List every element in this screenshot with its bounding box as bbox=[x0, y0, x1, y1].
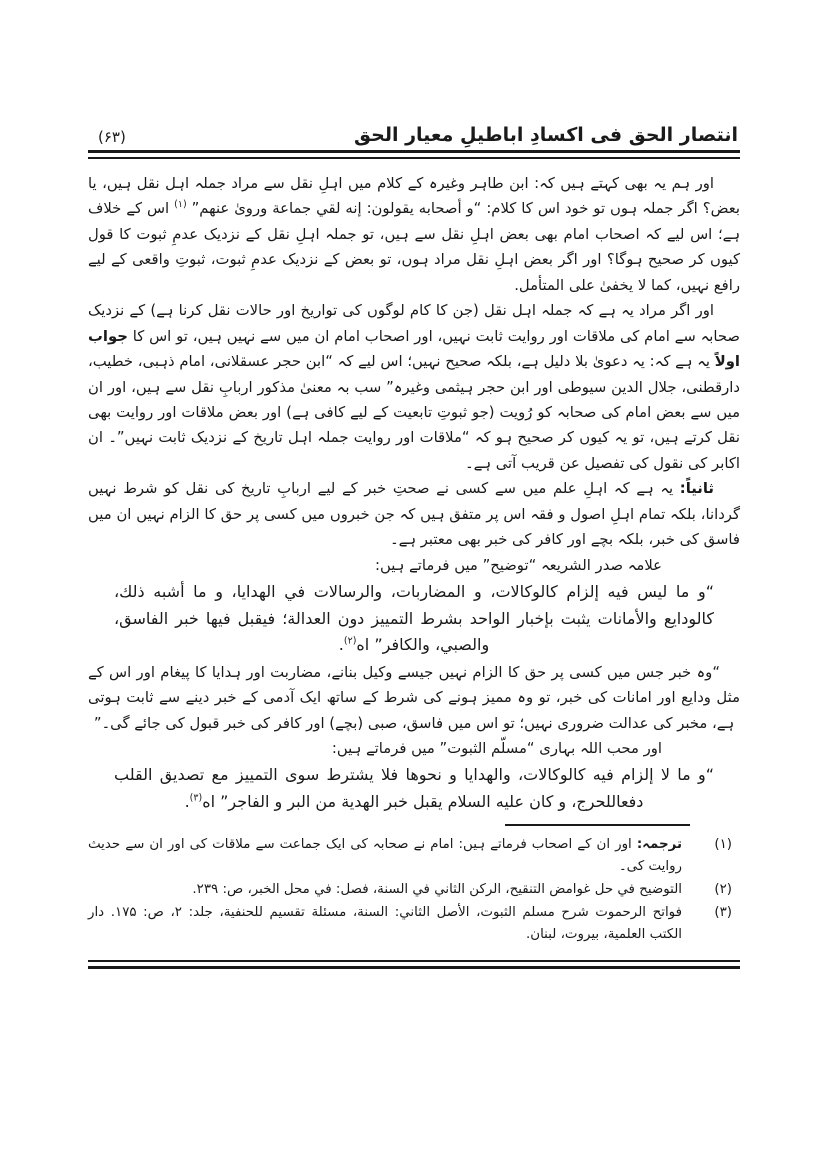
urdu-translation: “وہ خبر جس میں کسی پر حق کا الزام نہیں جیسے وکیل بنانے، مضاربت اور ہدایا کا پیغام اور اس کے مثل ودایع اور امانات کی خبر، تو وہ ممیز ہونے کی شرط کے ساتھ ایک آدمی کے خبر دینے سے ثابت ہوتی ہے، مخبر کی عدالت ضروری نہیں؛ تو اس میں فاسق، صبی (بچے) اور کافر کی خبر قبول کی جائے گی۔” bbox=[88, 663, 740, 732]
footnote-2 bbox=[88, 879, 732, 901]
paragraph-3 bbox=[88, 476, 740, 552]
footnote-1-bold-label: ترجمہ: bbox=[636, 837, 682, 853]
footnote-1-body: اور ان کے اصحاب فرماتے ہیں: امام نے صحابہ کی ایک جماعت سے ملاقات کی اور ان سے حدیث روایت کی۔ bbox=[88, 837, 682, 875]
paragraph-1 bbox=[88, 171, 740, 298]
page-content bbox=[88, 124, 740, 969]
arabic-quote-1-text: “و ما ليس فيه إلزام كالوكالات، و المضاربات، والرسالات في الهدايا، و ما أشبه ذلك، كالودايع والأمانات يثبت بإخبار الواحد بشرط التمييز دون العدالة؛ فيقبل فيها خبر الفاسق، والصبي، والكافر” اه bbox=[114, 582, 714, 655]
footnote-1 bbox=[88, 834, 732, 878]
paragraph-2-text-b: یہ ہے کہ: یہ دعویٰ بلا دلیل ہے، بلکہ صحیح نہیں؛ اس لیے کہ “ابن حجر عسقلانی، امام ذہبی، خطیب، دارقطنی، جلال الدین سیوطی اور ابن حجر ہیثمی وغیرہ” سب بہ معنیٰ مذکور اربابِ نقل سے ہیں، اور ان میں سے بعض امام کی صحابہ کو رُویت (جو ثبوتِ تابعیت کے لیے کافی ہے) اور بعض ملاقات اور روایت بھی نقل کرتے ہیں، تو یہ کیوں کر صحیح ہو کہ “ملاقات اور روایت جملہ اہل تاریخ کے نزدیک ثابت نہیں”۔ ان اکابر کی نقول کی تفصیل عن قریب آتی ہے۔ bbox=[88, 353, 740, 472]
paragraph-2 bbox=[88, 298, 740, 476]
footnote-separator bbox=[505, 824, 690, 826]
header-divider bbox=[88, 150, 740, 159]
body-text bbox=[88, 171, 740, 815]
footnote-ref-3: (۳) bbox=[189, 792, 203, 804]
page-bottom-divider bbox=[88, 960, 740, 969]
paragraph-1-text-a: اور ہم یہ بھی کہتے ہیں کہ: ابن طاہر وغیرہ کے کلام میں اہلِ نقل سے مراد جملہ اہل نقل ہیں، یا بعض؟ اگر جملہ ہوں تو خود اس کا کلام: “و أصحابه يقولون: إنه لقي جماعة وروىٰ عنهم” bbox=[88, 175, 740, 218]
paragraph-2-text-a: اور اگر مراد یہ ہے کہ جملہ اہل نقل (جن کا کام لوگوں کی تواریخ اور حالات نقل کرنا ہے) کے نزدیک صحابہ سے امام کی ملاقات اور روایت ثابت نہیں، اور اصحاب امام ان میں سے نہیں ہیں، تو اس کا bbox=[88, 302, 740, 345]
footnote-3-body: فواتح الرحموت شرح مسلم الثبوت، الأصل الثاني: السنة، مسئلة تقسيم للحنفية، جلد: ۲، ص: ۱۷۵. دار الكتب العلمية، بيروت، لبنان. bbox=[88, 905, 682, 943]
footnote-ref-1: (۱) bbox=[174, 199, 187, 211]
arabic-quote-2 bbox=[88, 762, 740, 815]
page-header bbox=[88, 124, 740, 150]
paragraph-3-bold-label: ثانیاً: bbox=[679, 480, 714, 498]
footnote-ref-2: (۲) bbox=[343, 635, 357, 647]
footnote-1-text bbox=[88, 834, 682, 878]
book-title: انتصار الحق فی اکسادِ اباطیلِ معیار الحق bbox=[354, 124, 738, 146]
footnote-2-body: التوضيح في حل غوامض التنقيح، الركن الثاني في السنة، فصل: في محل الخبر، ص: ۲۳۹. bbox=[192, 882, 682, 898]
arabic-quote-1-tail: . bbox=[338, 635, 344, 655]
arabic-quote-2-text: “و ما لا إلزام فيه كالوكالات، والهدايا و نحوها فلا يشترط سوى التمييز مع تصديق القلب دفعاللحرج، و كان عليه السلام يقبل خبر الهدية من البر و الفاجر” اه bbox=[114, 765, 714, 811]
quote-2-intro: اور محب اللہ بہاری “مسلّم الثبوت” میں فرماتے ہیں: bbox=[331, 739, 662, 757]
quote-1-intro: علامہ صدر الشریعہ “توضیح” میں فرماتے ہیں: bbox=[374, 556, 662, 574]
page-number: (۶۳) bbox=[98, 128, 126, 146]
footnote-2-number: (۲) bbox=[714, 882, 732, 898]
paragraph-3-text: یہ ہے کہ اہلِ علم میں سے کسی نے صحتِ خبر کے لیے اربابِ تاریخ کی نقل کو شرط نہیں گردانا، بلکہ تمام اہلِ اصول و فقہ اس پر متفق ہیں کہ جن خبروں میں کسی پر حق کا الزام نہیں ان میں فاسق کی خبر، بلکہ بچے اور کافر کی خبر بھی معتبر ہے۔ bbox=[88, 480, 740, 549]
arabic-quote-1 bbox=[88, 579, 740, 659]
paragraph-1-text-b: اس کے خلاف ہے؛ اس لیے کہ اصحاب امام بھی بعض اہلِ نقل سے ہیں، تو جملہ اہلِ نقل کے نزدیک عدمِ ثبوت کا قول کیوں کر صحیح ہوگا؟ اور اگر بعض اہلِ نقل مراد ہوں، تو بعض کے نزدیک عدمِ ثبوت، ثبوتِ واقعی کے لیے رافع نہیں، کما لا يخفىٰ على المتأمل. bbox=[88, 200, 740, 294]
paragraph-2-bold-label: جواب اولاً bbox=[88, 327, 740, 371]
footnotes-section bbox=[88, 834, 740, 946]
footnote-1-number: (۱) bbox=[714, 837, 732, 853]
arabic-quote-2-tail: . bbox=[184, 791, 190, 811]
footnote-3-number: (۳) bbox=[714, 905, 732, 921]
footnote-3 bbox=[88, 902, 732, 946]
